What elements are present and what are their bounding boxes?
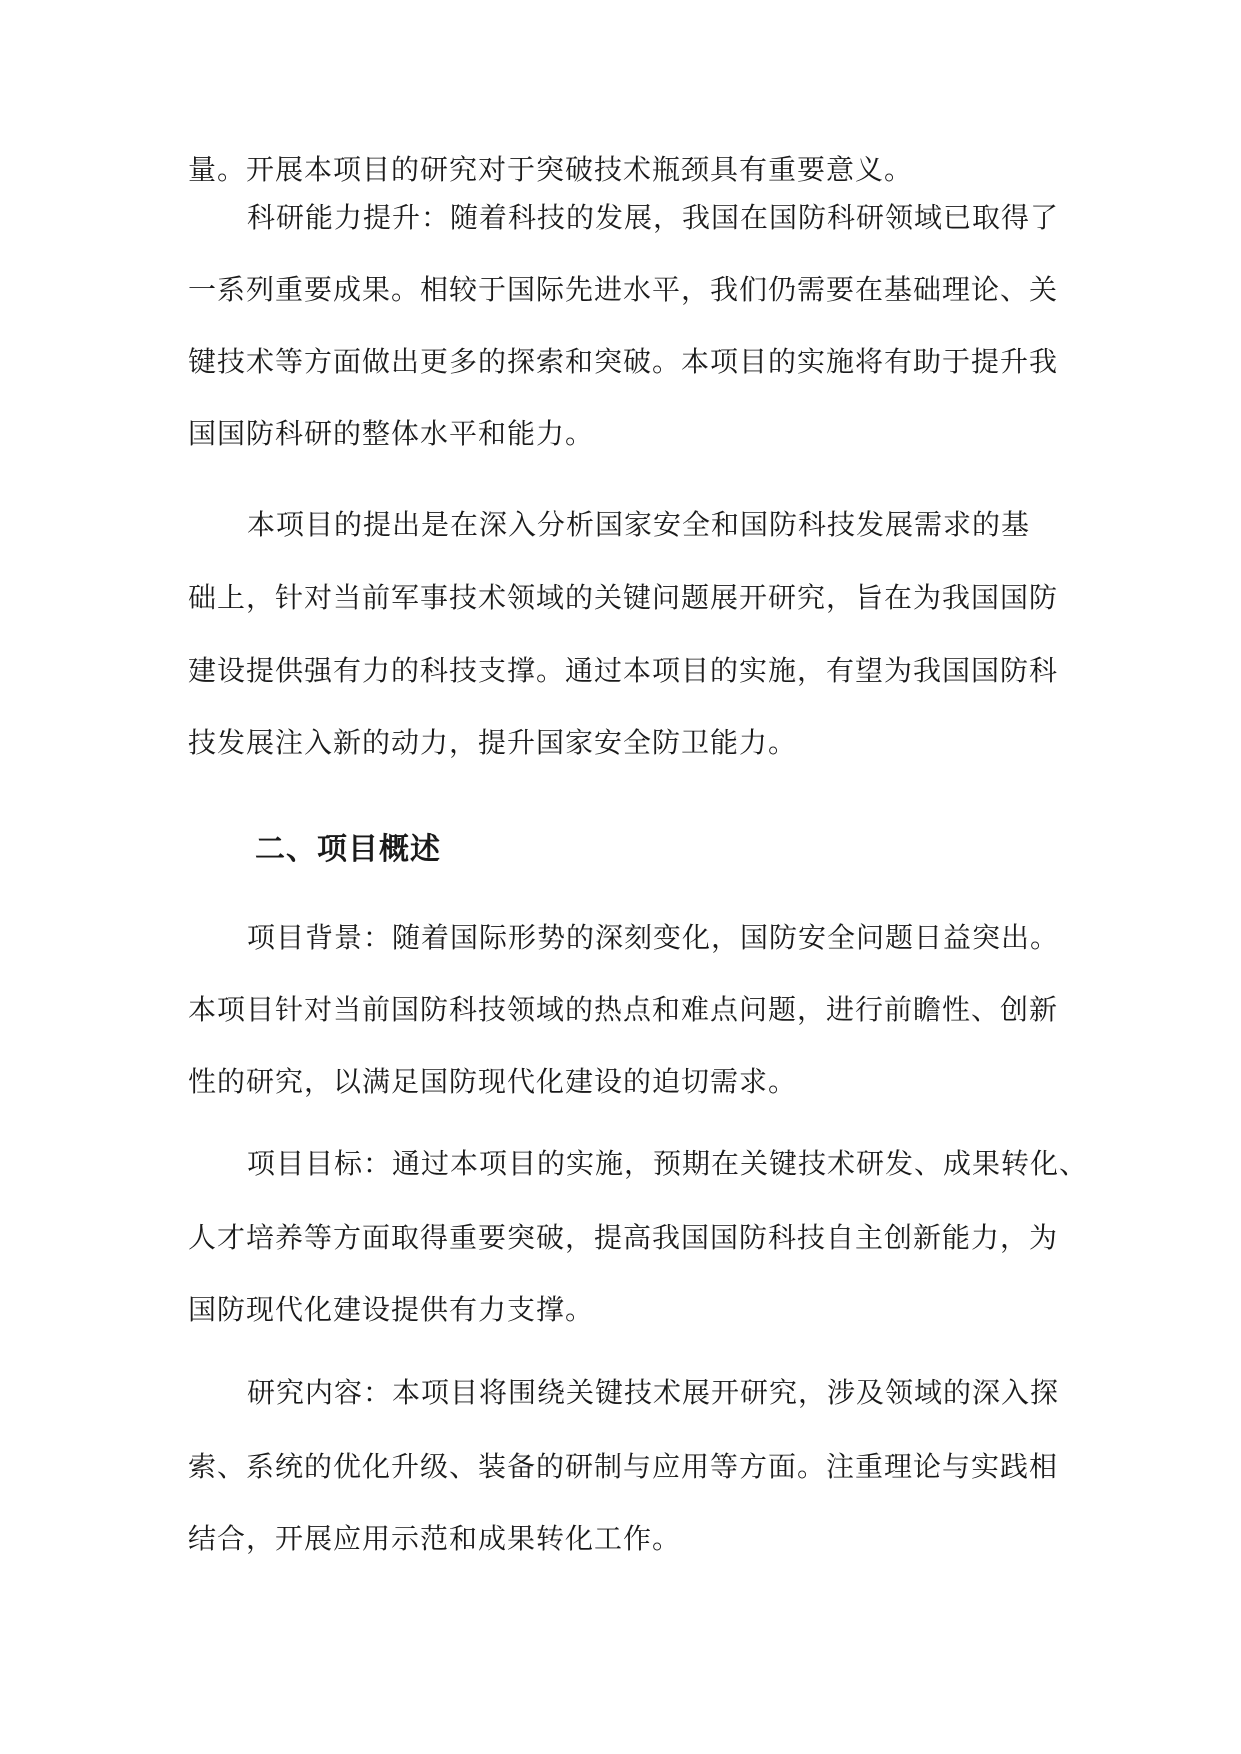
paragraph-2-line-1: 科研能力提升：随着科技的发展，我国在国防科研领域已取得了 <box>247 201 1060 234</box>
paragraph-6-line-2: 索、系统的优化升级、装备的研制与应用等方面。注重理论与实践相 <box>188 1450 1059 1483</box>
paragraph-3-line-1: 本项目的提出是在深入分析国家安全和国防科技发展需求的基 <box>247 508 1031 541</box>
paragraph-5-line-2: 人才培养等方面取得重要突破，提高我国国防科技自主创新能力，为 <box>188 1221 1059 1254</box>
section-heading: 二、项目概述 <box>255 832 441 867</box>
paragraph-6-line-1: 研究内容：本项目将围绕关键技术展开研究，涉及领域的深入探 <box>247 1376 1060 1409</box>
paragraph-4-line-2: 本项目针对当前国防科技领域的热点和难点问题，进行前瞻性、创新 <box>188 993 1059 1026</box>
paragraph-2-line-3: 键技术等方面做出更多的探索和突破。本项目的实施将有助于提升我 <box>188 345 1059 378</box>
paragraph-2-line-2: 一系列重要成果。相较于国际先进水平，我们仍需要在基础理论、关 <box>188 273 1059 306</box>
paragraph-5-line-1: 项目目标：通过本项目的实施，预期在关键技术研发、成果转化、 <box>247 1147 1089 1180</box>
paragraph-6-line-3: 结合，开展应用示范和成果转化工作。 <box>188 1522 682 1555</box>
paragraph-4-line-3: 性的研究，以满足国防现代化建设的迫切需求。 <box>188 1065 798 1098</box>
paragraph-4-line-1: 项目背景：随着国际形势的深刻变化，国防安全问题日益突出。 <box>247 921 1060 954</box>
paragraph-2-line-4: 国国防科研的整体水平和能力。 <box>188 417 595 450</box>
paragraph-3-line-2: 础上，针对当前军事技术领域的关键问题展开研究，旨在为我国国防 <box>188 581 1059 614</box>
paragraph-3-line-3: 建设提供强有力的科技支撑。通过本项目的实施，有望为我国国防科 <box>188 654 1059 687</box>
paragraph-5-line-3: 国防现代化建设提供有力支撑。 <box>188 1293 595 1326</box>
paragraph-1-line-1: 量。开展本项目的研究对于突破技术瓶颈具有重要意义。 <box>188 153 914 186</box>
paragraph-3-line-4: 技发展注入新的动力，提升国家安全防卫能力。 <box>188 726 798 759</box>
